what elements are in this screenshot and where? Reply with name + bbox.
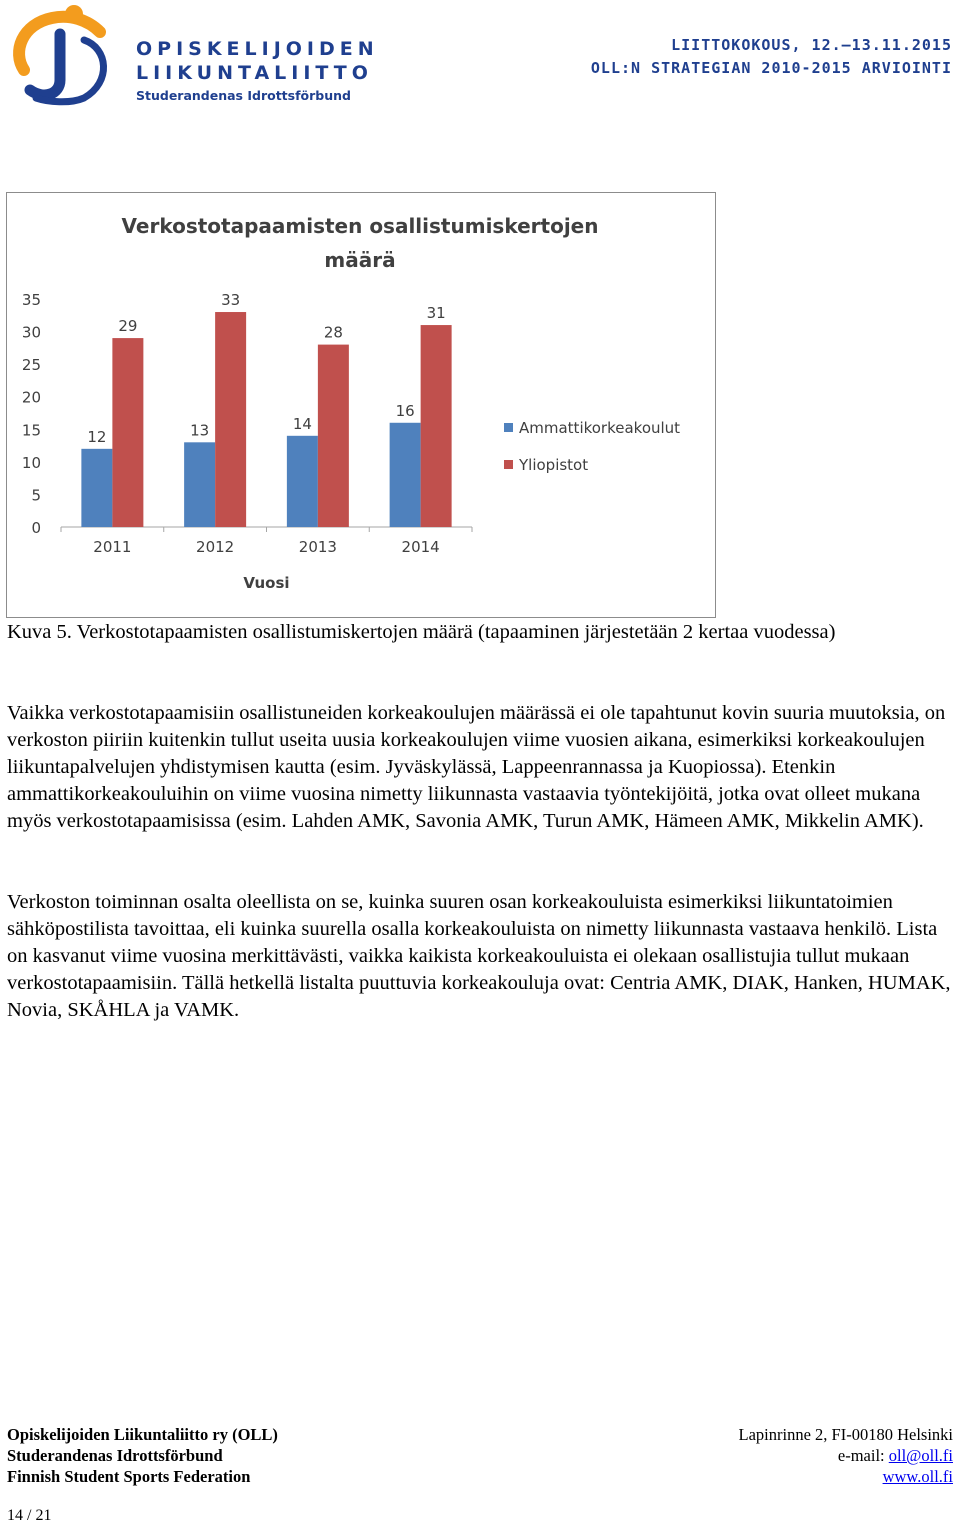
bar-yliopistot-2014	[421, 325, 452, 527]
x-tick-label: 2011	[93, 538, 132, 556]
data-label: 14	[292, 414, 312, 433]
x-tick-label: 2014	[401, 538, 440, 556]
footer-org-name: Opiskelijoiden Liikuntaliitto ry (OLL)	[7, 1425, 278, 1444]
figure-caption: Kuva 5. Verkostotapaamisten osallistumiskertojen määrä (tapaaminen järjestetään 2 kertaa vuodessa)	[7, 621, 836, 643]
x-tick-label: 2012	[196, 538, 235, 556]
chart-title-line2: määrä	[324, 248, 396, 272]
chart-frame	[6, 192, 716, 618]
footer-website-link[interactable]: www.oll.fi	[882, 1467, 953, 1486]
y-tick-label: 20	[21, 388, 41, 407]
bar-ammattikorkeakoulut-2011	[81, 449, 112, 527]
body-paragraph-1: Vaikka verkostotapaamisiin osallistuneiden korkeakoulujen määrässä ei ole tapahtunut kovin suuria muutoksia, on verkoston piiriin kuitenkin tullut useita uusia korkeakoulujen viime vuosien aikana, esimerkiksi korkeakoulujen liikuntapalvelujen yhdistymisen kautta (esim. Jyväskylässä, Lappeenrannassa ja Kuopiossa). Etenkin ammattikorkeakouluihin on viime vuosina nimetty liikunnasta vastaavia työntekijöitä, jotka ovat olleet mukana myös verkostotapaamisissa (esim. Lahden AMK, Savonia AMK, Turun AMK, Hämeen AMK, Mikkelin AMK).	[7, 702, 946, 832]
logo-text-line1: OPISKELIJOIDEN	[136, 38, 379, 60]
y-tick-label: 30	[21, 323, 41, 342]
footer-email-link[interactable]: oll@oll.fi	[888, 1446, 953, 1465]
legend-label: Yliopistot	[519, 456, 589, 474]
data-label: 12	[87, 427, 107, 446]
y-tick-label: 15	[21, 421, 41, 440]
y-tick-label: 10	[21, 453, 41, 472]
legend-label: Ammattikorkeakoulut	[519, 419, 681, 437]
footer-org-english: Finnish Student Sports Federation	[7, 1467, 251, 1486]
chart-title-line1: Verkostotapaamisten osallistumiskertojen	[121, 214, 599, 238]
data-label: 13	[190, 421, 210, 440]
x-axis-label: Vuosi	[243, 574, 290, 592]
y-tick-label: 5	[31, 486, 41, 505]
logo-text-line3: Studerandenas Idrottsförbund	[136, 88, 351, 103]
footer-contact	[739, 1424, 953, 1487]
legend-swatch-ammattikorkeakoulut	[504, 423, 513, 432]
y-tick-label: 25	[21, 356, 41, 375]
footer-email-label: e-mail:	[837, 1446, 889, 1465]
header-meeting-title: LIITTOKOKOUS, 12.—13.11.2015	[671, 36, 952, 54]
logo-mark-icon	[4, 2, 124, 107]
header-meeting-info	[591, 34, 952, 80]
page-number: 14 / 21	[7, 1507, 52, 1524]
bar-chart	[7, 193, 715, 617]
data-label: 28	[323, 323, 343, 342]
y-tick-label: 35	[21, 291, 41, 309]
body-paragraph-2: Verkoston toiminnan osalta oleellista on se, kuinka suuren osan korkeakouluista esimerkiksi liikuntatoimien sähköpostilista tavoittaa, eli kuinka suurella osalla korkeakouluista on nimetty liikunnasta vastaava henkilö. Lista on kasvanut viime vuosina merkittävästi, vaikka kaikista korkeakouluista ei olekaan osallistujia tullut mukaan verkostotapaamisiin. Tällä hetkellä listalta puuttuvia korkeakouluja ovat: Centria AMK, DIAK, Hanken, HUMAK, Novia, SKÅHLA ja VAMK.	[7, 891, 951, 1021]
footer-organization	[7, 1424, 278, 1487]
oll-logo	[4, 2, 379, 107]
footer-email-line	[739, 1445, 953, 1466]
footer-org-swedish: Studerandenas Idrottsförbund	[7, 1446, 223, 1465]
data-label: 16	[395, 401, 415, 420]
bar-ammattikorkeakoulut-2012	[184, 442, 215, 527]
bar-ammattikorkeakoulut-2014	[390, 423, 421, 527]
data-label: 29	[118, 317, 138, 336]
logo-text-line2: LIIKUNTALIITTO	[136, 62, 373, 84]
bar-yliopistot-2011	[112, 338, 143, 527]
data-label: 33	[221, 291, 241, 310]
data-label: 31	[426, 304, 446, 323]
legend-swatch-yliopistot	[504, 460, 513, 469]
bar-yliopistot-2012	[215, 312, 246, 527]
footer-address: Lapinrinne 2, FI-00180 Helsinki	[738, 1425, 953, 1444]
x-tick-label: 2013	[298, 538, 337, 556]
bar-ammattikorkeakoulut-2013	[287, 436, 318, 527]
bar-yliopistot-2013	[318, 345, 349, 527]
y-tick-label: 0	[31, 519, 41, 537]
header-document-title: OLL:N STRATEGIAN 2010-2015 ARVIOINTI	[590, 59, 952, 77]
